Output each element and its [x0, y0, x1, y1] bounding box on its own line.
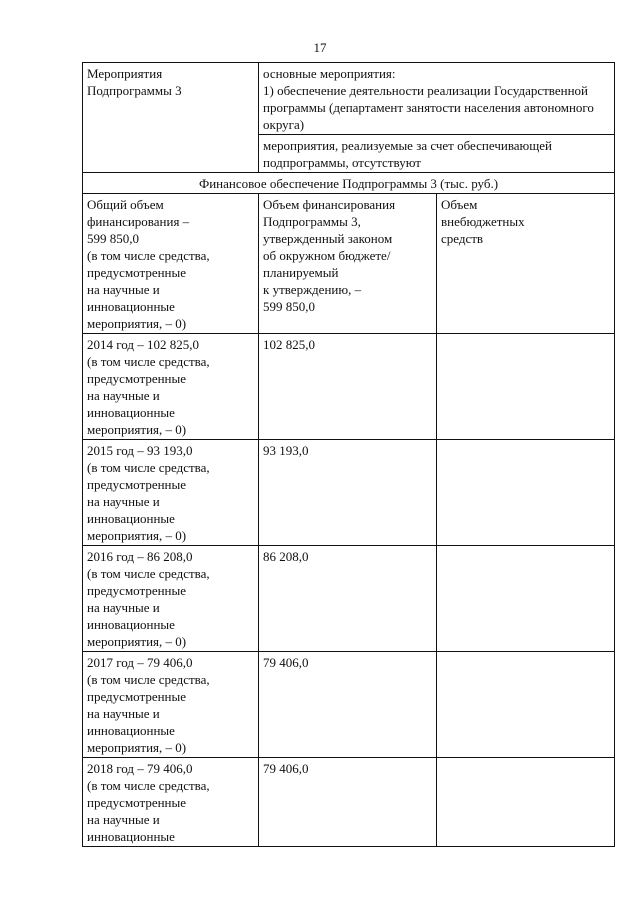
- extra-budget-cell: Объем внебюджетных средств: [437, 194, 615, 334]
- table-row: [83, 758, 615, 847]
- activities-label-cell: Мероприятия Подпрограммы 3: [83, 63, 259, 173]
- year-extra-cell: [437, 440, 615, 546]
- main-activities-cell: основные мероприятия: 1) обеспечение деятельности реализации Государственной программы (департамент занятости населения автономного округа): [259, 63, 615, 135]
- year-budget-cell: 93 193,0: [259, 440, 437, 546]
- year-extra-cell: [437, 546, 615, 652]
- financing-title: Финансовое обеспечение Подпрограммы 3 (тыс. руб.): [83, 173, 615, 194]
- funded-activities-cell: мероприятия, реализуемые за счет обеспечивающей подпрограммы, отсутствуют: [259, 135, 615, 173]
- year-budget-cell: 79 406,0: [259, 758, 437, 847]
- year-label-cell: 2017 год – 79 406,0 (в том числе средства, предусмотренные на научные и инновационные мероприятия, – 0): [83, 652, 259, 758]
- year-label-cell: 2014 год – 102 825,0 (в том числе средства, предусмотренные на научные и инновационные мероприятия, – 0): [83, 334, 259, 440]
- table-row: [83, 546, 615, 652]
- year-budget-cell: 102 825,0: [259, 334, 437, 440]
- year-label-cell: 2016 год – 86 208,0 (в том числе средства, предусмотренные на научные и инновационные мероприятия, – 0): [83, 546, 259, 652]
- page-number: 17: [313, 40, 327, 55]
- table-row: [83, 334, 615, 440]
- table-row: [83, 440, 615, 546]
- activities-row: [83, 63, 615, 135]
- budget-financing-cell: Объем финансирования Подпрограммы 3, утвержденный законом об окружном бюджете/ планируемый к утверждению, – 599 850,0: [259, 194, 437, 334]
- year-budget-cell: 86 208,0: [259, 546, 437, 652]
- financing-title-row: [83, 173, 615, 194]
- year-extra-cell: [437, 758, 615, 847]
- total-financing-cell: Общий объем финансирования – 599 850,0 (в том числе средства, предусмотренные на научные и инновационные мероприятия, – 0): [83, 194, 259, 334]
- year-extra-cell: [437, 652, 615, 758]
- year-extra-cell: [437, 334, 615, 440]
- subprogram-passport-table: [82, 62, 615, 847]
- year-budget-cell: 79 406,0: [259, 652, 437, 758]
- year-label-cell: 2015 год – 93 193,0 (в том числе средства, предусмотренные на научные и инновационные мероприятия, – 0): [83, 440, 259, 546]
- financing-header-row: [83, 194, 615, 334]
- year-label-cell: 2018 год – 79 406,0 (в том числе средства, предусмотренные на научные и инновационные: [83, 758, 259, 847]
- table-row: [83, 652, 615, 758]
